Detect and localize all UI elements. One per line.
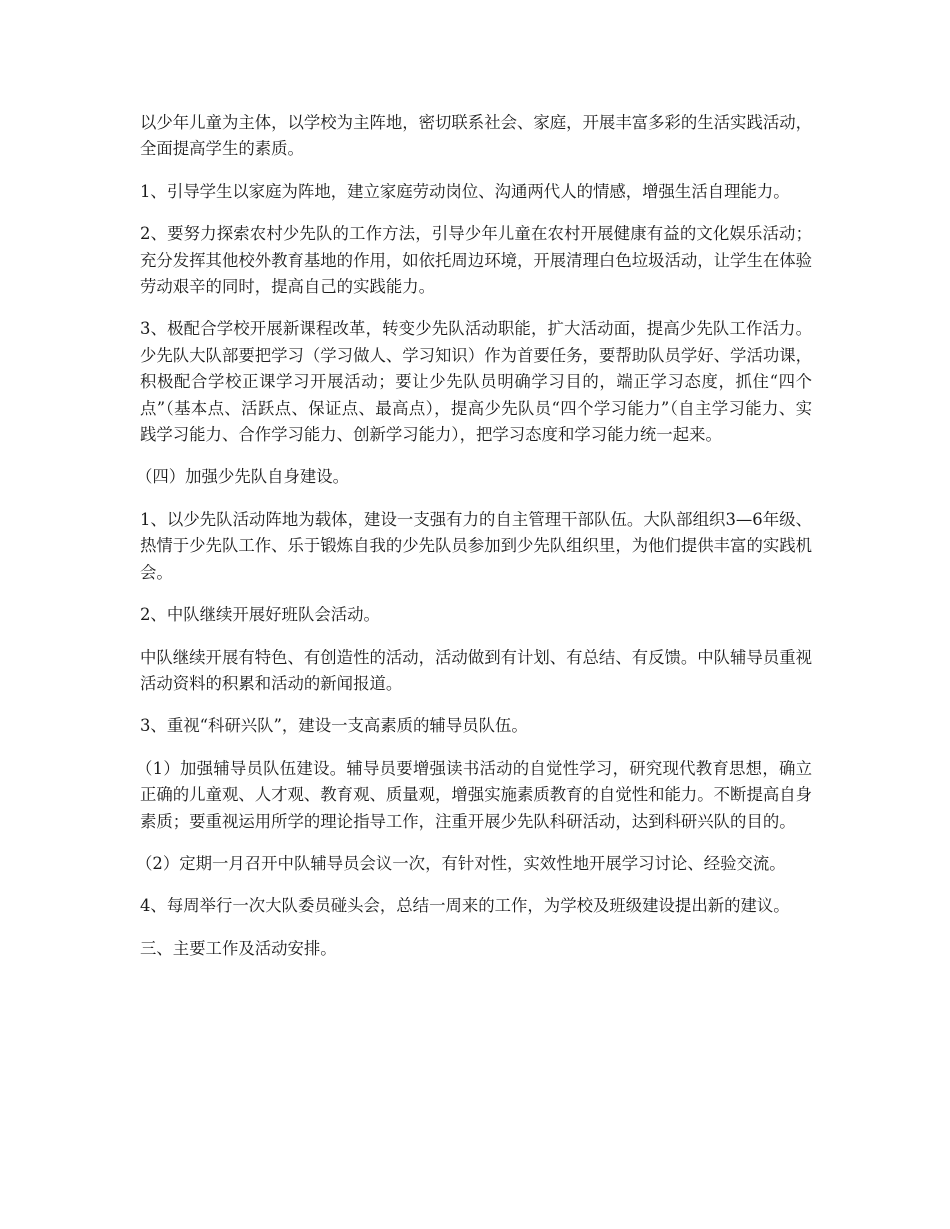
- document-body: [136, 110, 813, 978]
- paragraph-squad-activities: 中队继续开展有特色、有创造性的活动，活动做到有计划、有总结、有反馈。中队辅导员重视活动资料的积累和活动的新闻报道。: [140, 647, 813, 693]
- section-heading-4: （四）加强少先队自身建设。: [136, 467, 350, 487]
- paragraph-item-3-research: 3、重视“科研兴队”，建设一支高素质的辅导员队伍。: [140, 716, 528, 736]
- paragraph-subitem-1-counselors: （1）加强辅导员队伍建设。辅导员要增强读书活动的自觉性学习，研究现代教育思想，确立正确的儿童观、人才观、教育观、质量观，增强实施素质教育的自觉性和能力。不断提高自身素质；要重视运用所学的理论指导工作，注重开展少先队科研活动，达到科研兴队的目的。: [136, 758, 813, 831]
- paragraph-item-4-weekly: 4、每周举行一次大队委员碰头会，总结一周来的工作，为学校及班级建设提出新的建议。: [140, 896, 790, 916]
- paragraph-item-3-curriculum: 3、极配合学校开展新课程改革，转变少先队活动职能，扩大活动面，提高少先队工作活力。少先队大队部要把学习（学习做人、学习知识）作为首要任务，要帮助队员学好、学活功课，积极配合学校正课学习开展活动；要让少先队员明确学习目的，端正学习态度，抓住“四个点”（基本点、活跃点、保证点、最高点），提高少先队员“四个学习能力”（自主学习能力、实践学习能力、合作学习能力、创新学习能力），把学习态度和学习能力统一起来。: [140, 319, 813, 445]
- paragraph-subitem-2-meetings: （2）定期一月召开中队辅导员会议一次，有针对性，实效性地开展学习讨论、经验交流。: [136, 853, 786, 873]
- paragraph-item-1-cadre: 1、以少先队活动阵地为载体，建设一支强有力的自主管理干部队伍。大队部组织3—6年级、热情于少先队工作、乐于锻炼自我的少先队员参加到少先队组织里，为他们提供丰富的实践机会。: [140, 509, 813, 582]
- paragraph-item-2-class-meeting: 2、中队继续开展好班队会活动。: [140, 605, 380, 625]
- paragraph-item-2-rural: 2、要努力探索农村少先队的工作方法，引导少年儿童在农村开展健康有益的文化娱乐活动；充分发挥其他校外教育基地的作用，如依托周边环境，开展清理白色垃圾活动，让学生在体验劳动艰辛的同时，提高自己的实践能力。: [140, 224, 813, 297]
- paragraph-item-1-family: 1、引导学生以家庭为阵地，建立家庭劳动岗位、沟通两代人的情感，增强生活自理能力。: [140, 181, 790, 201]
- paragraph-intro: 以少年儿童为主体，以学校为主阵地，密切联系社会、家庭，开展丰富多彩的生活实践活动，全面提高学生的素质。: [140, 113, 813, 159]
- section-heading-3: 三、主要工作及活动安排。: [140, 938, 337, 958]
